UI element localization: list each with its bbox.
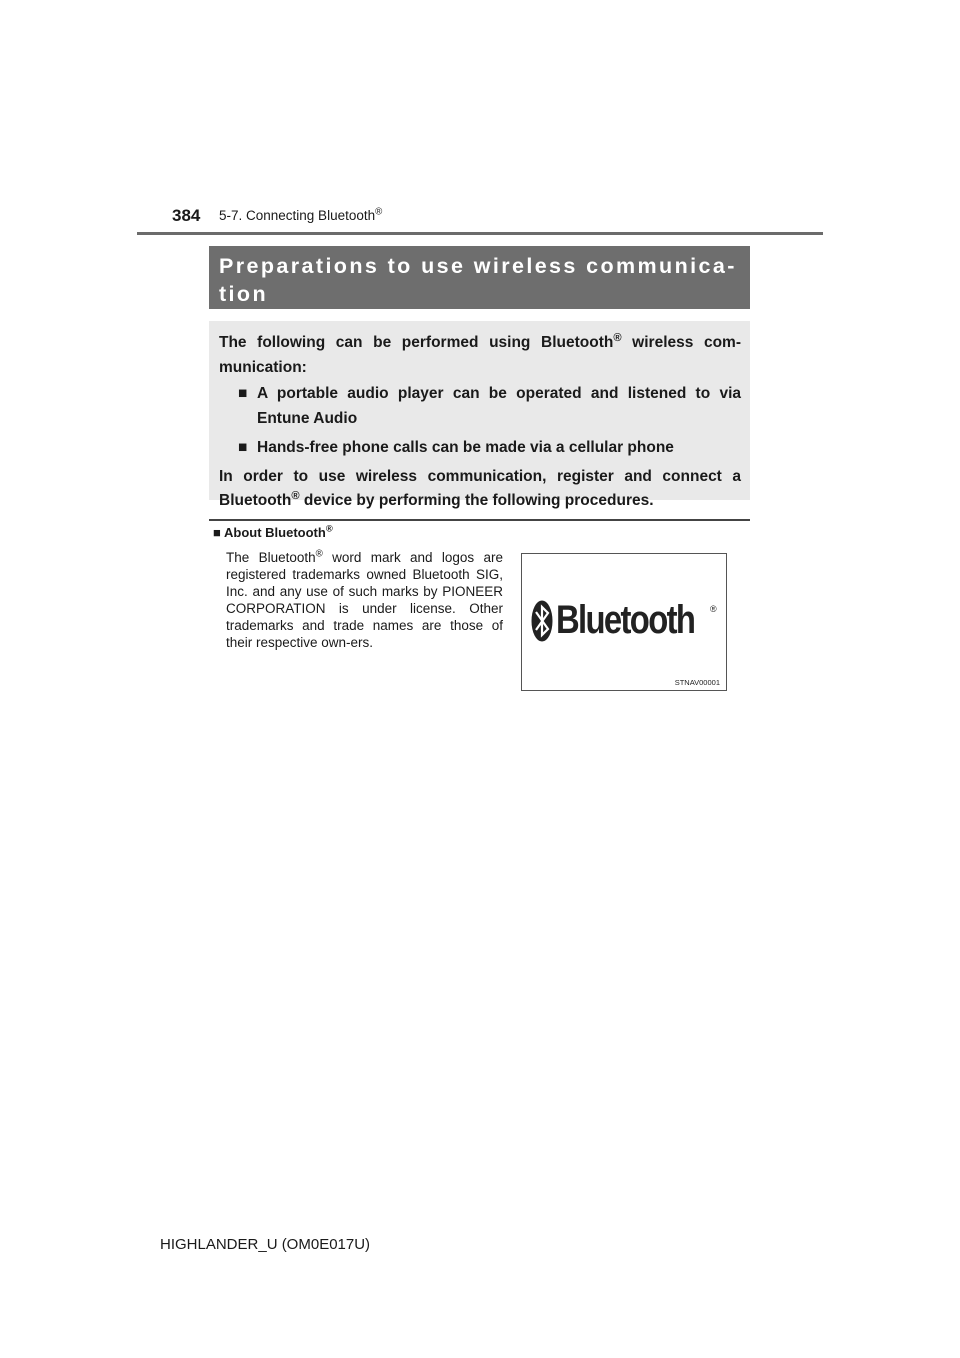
intro-closing-text: In order to use wireless communication, register and connect a Bluetooth xyxy=(219,467,741,509)
image-code: STNAV00001 xyxy=(674,678,720,687)
registered-mark: ® xyxy=(291,489,300,502)
about-text-start: The Bluetooth xyxy=(226,550,316,565)
bullet-text: A portable audio player can be operated and listened to via Entune Audio xyxy=(257,385,741,427)
page-title-line-1: Preparations to use wireless communica- xyxy=(219,254,737,278)
bluetooth-icon xyxy=(531,600,553,642)
section-divider xyxy=(209,519,750,521)
bullet-item xyxy=(219,436,741,461)
square-bullet-icon: ■ xyxy=(238,439,248,456)
about-heading-text: About Bluetooth xyxy=(224,525,326,540)
about-text-end: word mark and logos are registered trademarks owned Bluetooth SIG, Inc. and any use of such marks by PIONEER CORPORATION is under license. Other trademarks and trade names are those of their respective own-ers. xyxy=(226,550,504,650)
wordmark-registered-mark: ® xyxy=(710,604,717,614)
bullet-item xyxy=(219,382,741,431)
bullet-text: Hands-free phone calls can be made via a cellular phone xyxy=(257,439,674,456)
bluetooth-wordmark: Bluetooth xyxy=(556,598,695,642)
about-text xyxy=(226,549,503,651)
intro-lead xyxy=(219,331,741,380)
header-rule xyxy=(137,232,823,235)
page-title-line-2: tion xyxy=(219,282,268,306)
registered-mark: ® xyxy=(315,548,323,560)
page-number: 384 xyxy=(172,206,201,225)
registered-mark: ® xyxy=(375,206,383,218)
footer-model: HIGHLANDER_U (OM0E017U) xyxy=(160,1236,371,1253)
registered-mark: ® xyxy=(325,523,333,534)
section-title: 5-7. Connecting Bluetooth xyxy=(219,208,376,223)
square-bullet-icon: ■ xyxy=(213,525,221,540)
intro-lead-text-end: wireless com-munication: xyxy=(219,334,741,376)
page-title xyxy=(209,246,750,309)
intro-closing-text-end: device by performing the following procedures. xyxy=(299,492,654,509)
section-header xyxy=(219,208,382,223)
bluetooth-logo-figure xyxy=(521,553,727,691)
intro-lead-text: The following can be performed using Bluetooth xyxy=(219,334,614,351)
square-bullet-icon: ■ xyxy=(238,385,248,402)
about-heading xyxy=(213,525,333,540)
intro-box xyxy=(209,321,750,509)
intro-closing xyxy=(219,465,741,514)
registered-mark: ® xyxy=(613,331,622,344)
